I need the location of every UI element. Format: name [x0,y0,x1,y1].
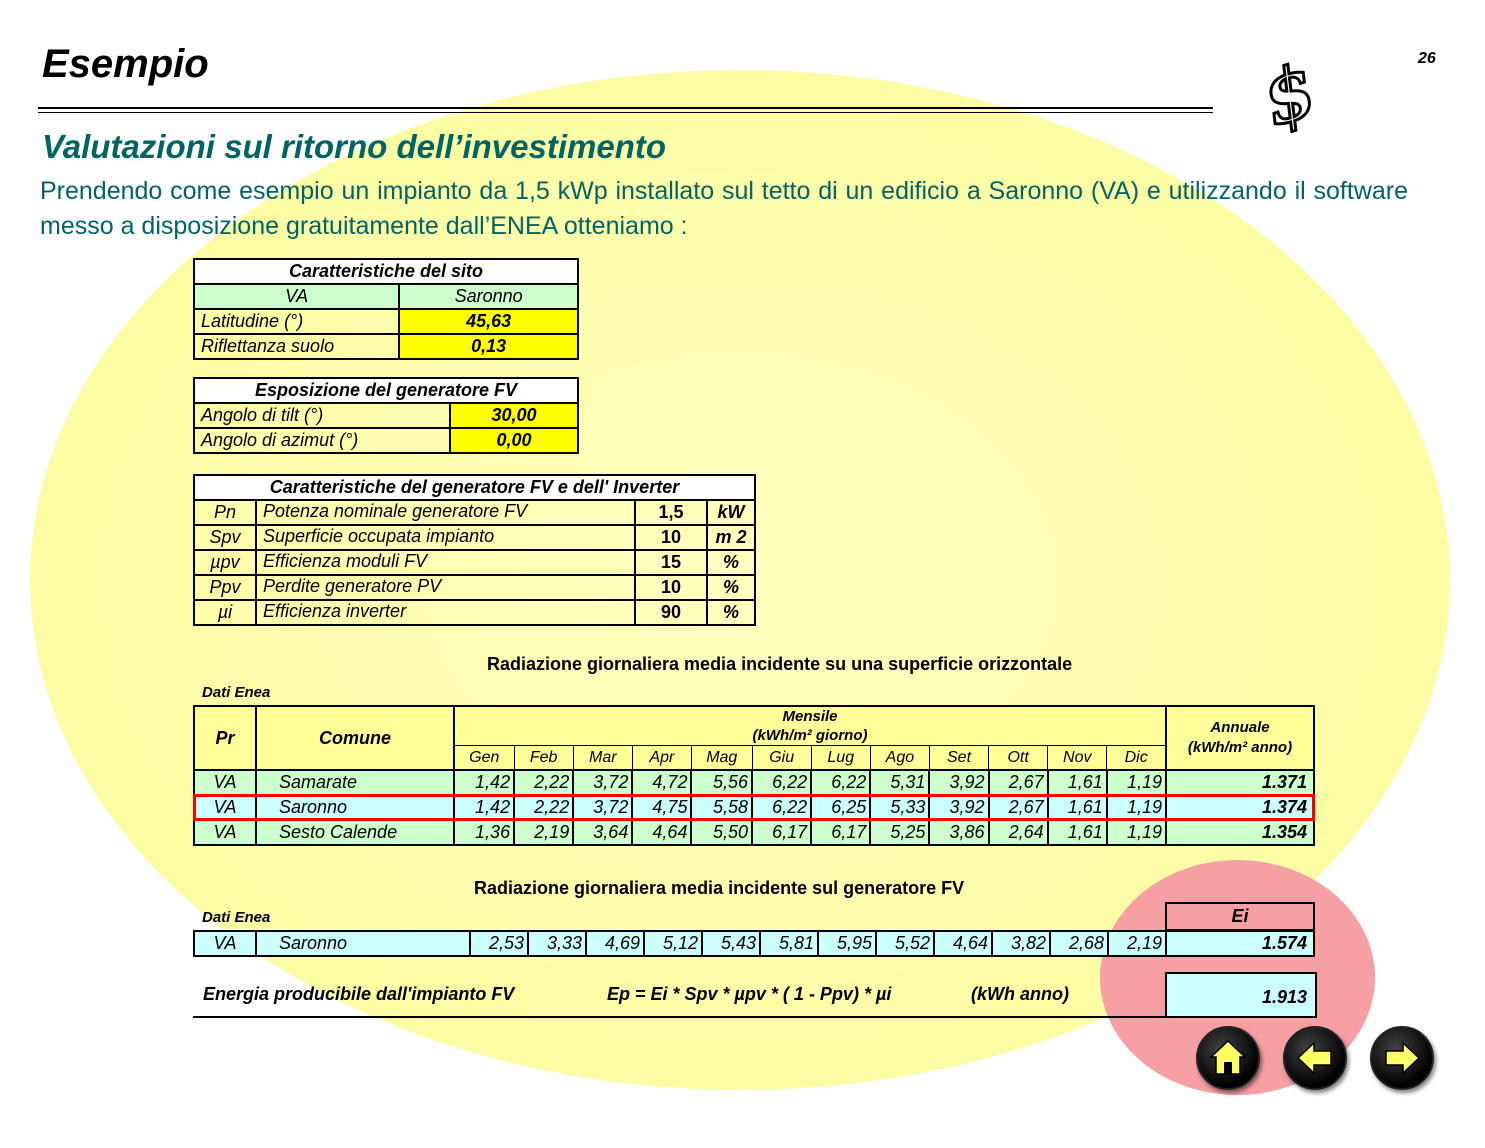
generator-symbol: Ppv [194,575,256,600]
generator-row [194,500,755,525]
month-header: Ott [989,746,1048,771]
arrow-left-icon [1295,1038,1335,1078]
month-header: Giu [752,746,811,771]
gen-radiation-value: 5,43 [702,931,760,956]
generator-unit: kW [707,500,755,525]
col-comune: Comune [256,706,454,770]
radiation-value: 1,61 [1048,770,1107,795]
ei-header-table [1165,902,1315,931]
generator-symbol: µpv [194,550,256,575]
radiation-value: 1,19 [1107,770,1166,795]
mensile-label: Mensile [782,708,838,725]
radiation-row [194,820,1314,845]
generator-table [193,474,756,626]
ei-label: Ei [1166,903,1314,930]
generator-unit: % [707,575,755,600]
generator-unit: m 2 [707,525,755,550]
radiation-annual: 1.354 [1166,820,1314,845]
generator-unit: % [707,550,755,575]
generator-description: Perdite generatore PV [256,575,635,600]
intro-paragraph: Prendendo come esempio un impianto da 1,5 kWp installato sul tetto di un edificio a Saronno (VA) e utilizzando il software messo a disposizione gratuitamente dall’ENEA otteniamo : [40,177,1408,240]
site-table [193,258,579,360]
horizontal-radiation-title: Radiazione giornaliera media incidente su una superficie orizzontale [487,654,1073,674]
horizontal-radiation-source: Dati Enea [202,684,271,701]
month-header: Apr [632,746,691,771]
radiation-value: 1,19 [1107,795,1166,820]
reflectance-label: Riflettanza suolo [194,334,399,359]
generator-description: Efficienza inverter [256,600,635,625]
generator-table-header: Caratteristiche del generatore FV e dell' Inverter [194,475,755,500]
generator-value: 10 [635,525,707,550]
arrow-right-icon [1382,1038,1422,1078]
energy-value [1165,972,1317,1018]
radiation-value: 1,42 [454,795,514,820]
radiation-value: 6,22 [811,770,870,795]
month-header: Nov [1048,746,1107,771]
title-rule-bottom [38,112,1213,113]
gen-radiation-value: 5,95 [818,931,876,956]
col-pr: Pr [194,706,256,770]
generator-row [194,575,755,600]
radiation-value: 6,25 [811,795,870,820]
radiation-value: 6,17 [811,820,870,845]
site-province: VA [194,284,399,309]
radiation-value: 4,75 [632,795,691,820]
radiation-value: 3,92 [929,795,988,820]
gen-radiation-value: 2,53 [470,931,528,956]
svg-text:$: $ [1251,58,1326,133]
radiation-row [194,770,1314,795]
home-button[interactable] [1196,1026,1260,1090]
generator-radiation-table [193,930,1315,957]
site-table-header: Caratteristiche del sito [194,259,578,284]
gen-radiation-value: 4,69 [586,931,644,956]
radiation-comune: Samarate [256,770,454,795]
section-subtitle: Valutazioni sul ritorno dell’investimento [42,128,667,165]
month-header: Gen [454,746,514,771]
radiation-value: 5,31 [870,770,929,795]
forward-button[interactable] [1370,1026,1434,1090]
gen-radiation-value: 2,19 [1108,931,1166,956]
generator-radiation-title: Radiazione giornaliera media incidente sul generatore FV [474,878,965,898]
radiation-value: 5,25 [870,820,929,845]
radiation-value: 6,22 [752,770,811,795]
generator-row [194,550,755,575]
generator-symbol: Pn [194,500,256,525]
radiation-value: 1,61 [1048,820,1107,845]
page-title: Esempio [42,42,209,86]
latitude-label: Latitudine (°) [194,309,399,334]
radiation-pr: VA [194,820,256,845]
gen-radiation-value: 2,68 [1050,931,1108,956]
radiation-value: 6,22 [752,795,811,820]
radiation-value: 4,64 [632,820,691,845]
reflectance-value: 0,13 [399,334,578,359]
radiation-value: 1,36 [454,820,514,845]
radiation-value: 3,72 [573,795,632,820]
dollar-icon [1250,58,1330,133]
radiation-annual: 1.374 [1166,795,1314,820]
energy-rule [193,1016,1167,1018]
generator-value: 90 [635,600,707,625]
radiation-value: 5,50 [691,820,752,845]
month-header: Mag [691,746,752,771]
gen-radiation-value: 5,12 [644,931,702,956]
generator-radiation-source: Dati Enea [202,909,271,926]
month-header: Feb [514,746,573,771]
radiation-value: 2,64 [989,820,1048,845]
generator-unit: % [707,600,755,625]
radiation-comune: Sesto Calende [256,820,454,845]
radiation-value: 1,42 [454,770,514,795]
azimuth-value: 0,00 [450,428,578,453]
mensile-unit: (kWh/m² giorno) [752,727,868,744]
gen-radiation-value: 5,81 [760,931,818,956]
month-header: Mar [573,746,632,771]
radiation-value: 5,58 [691,795,752,820]
azimuth-label: Angolo di azimut (°) [194,428,450,453]
month-header: Set [929,746,988,771]
month-header: Dic [1107,746,1166,771]
radiation-value: 3,86 [929,820,988,845]
generator-symbol: µi [194,600,256,625]
col-annuale [1166,706,1314,770]
back-button[interactable] [1283,1026,1347,1090]
generator-description: Potenza nominale generatore FV [256,500,635,525]
gen-radiation-pr: VA [194,931,256,956]
radiation-value: 2,67 [989,795,1048,820]
radiation-annual: 1.371 [1166,770,1314,795]
horizontal-radiation-table [193,705,1315,846]
energy-formula: Ep = Ei * Spv * µpv * ( 1 - Ppv) * µi [607,984,892,1004]
exposure-table [193,377,579,454]
page-number: 26 [1418,50,1436,67]
radiation-value: 4,72 [632,770,691,795]
radiation-value: 3,72 [573,770,632,795]
generator-row [194,525,755,550]
radiation-row [194,795,1314,820]
generator-value: 1,5 [635,500,707,525]
home-icon [1208,1038,1248,1078]
radiation-value: 5,33 [870,795,929,820]
gen-radiation-annual: 1.574 [1166,931,1314,956]
radiation-pr: VA [194,795,256,820]
gen-radiation-value: 4,64 [934,931,992,956]
gen-radiation-value: 3,82 [992,931,1050,956]
radiation-value: 2,19 [514,820,573,845]
tilt-label: Angolo di tilt (°) [194,403,450,428]
radiation-value: 1,19 [1107,820,1166,845]
generator-description: Efficienza moduli FV [256,550,635,575]
title-rule-top [38,107,1213,109]
gen-radiation-comune: Saronno [256,931,470,956]
generator-row [194,600,755,625]
latitude-value: 45,63 [399,309,578,334]
gen-radiation-value: 5,52 [876,931,934,956]
radiation-value: 6,17 [752,820,811,845]
site-comune: Saronno [399,284,578,309]
radiation-value: 2,22 [514,770,573,795]
annuale-unit: (kWh/m² anno) [1187,739,1293,756]
energy-value-text: 1.913 [1261,987,1307,1007]
radiation-value: 2,67 [989,770,1048,795]
tilt-value: 30,00 [450,403,578,428]
energy-unit: (kWh anno) [971,984,1069,1004]
col-mensile [454,706,1166,746]
generator-value: 10 [635,575,707,600]
energy-label: Energia producibile dall'impianto FV [203,984,515,1004]
month-header: Lug [811,746,870,771]
radiation-value: 2,22 [514,795,573,820]
month-header: Ago [870,746,929,771]
annuale-label: Annuale [1210,719,1270,736]
generator-symbol: Spv [194,525,256,550]
gen-radiation-value: 3,33 [528,931,586,956]
exposure-table-header: Esposizione del generatore FV [194,378,578,403]
radiation-value: 1,61 [1048,795,1107,820]
generator-value: 15 [635,550,707,575]
radiation-value: 3,64 [573,820,632,845]
radiation-comune: Saronno [256,795,454,820]
generator-description: Superficie occupata impianto [256,525,635,550]
radiation-value: 3,92 [929,770,988,795]
radiation-value: 5,56 [691,770,752,795]
radiation-pr: VA [194,770,256,795]
